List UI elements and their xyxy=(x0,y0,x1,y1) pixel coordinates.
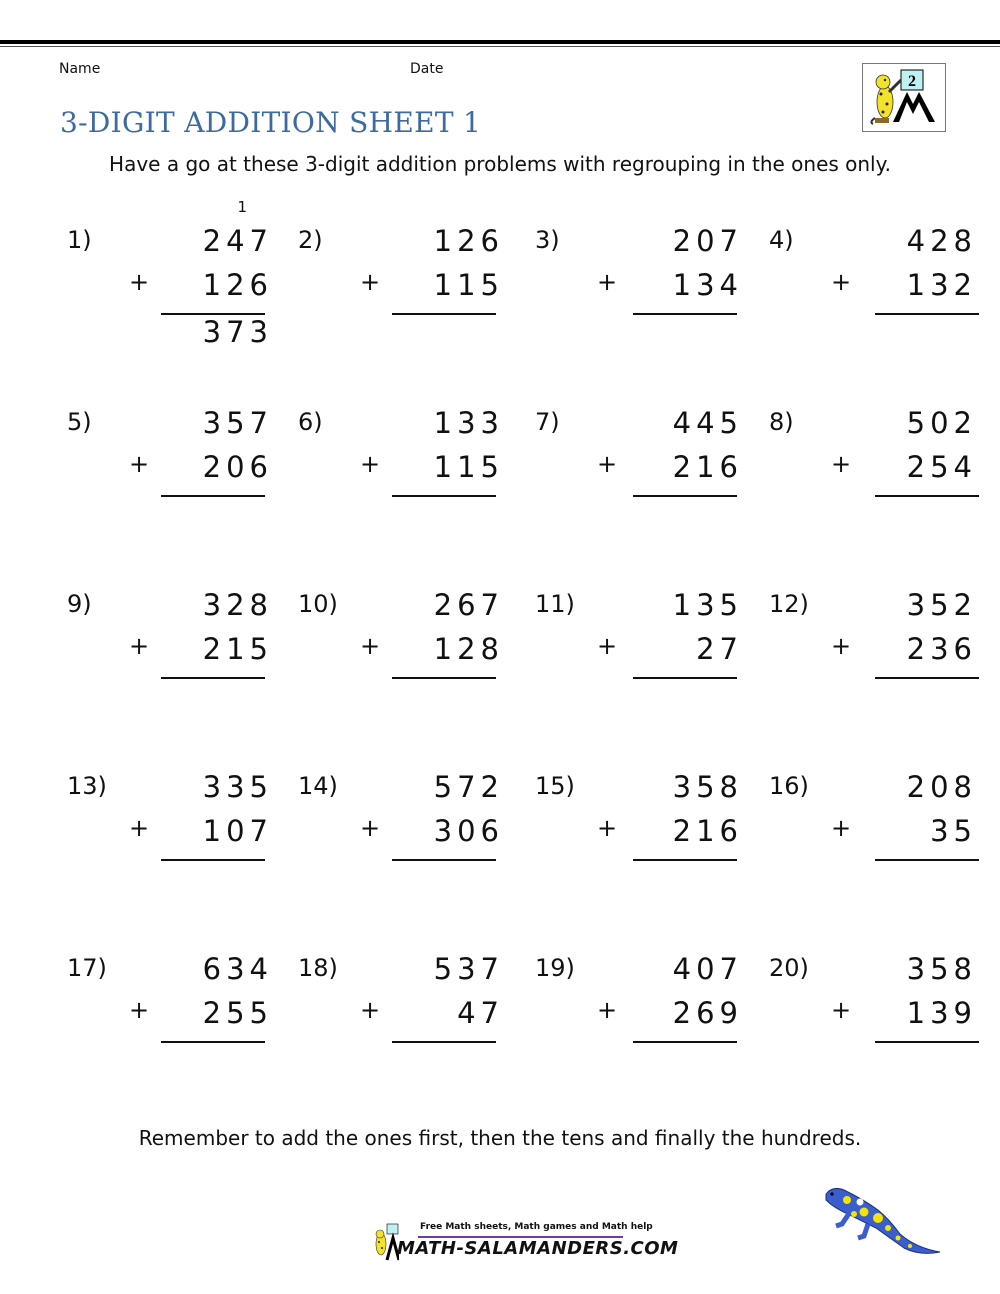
addend-top: 208 xyxy=(906,770,977,804)
addend-bottom: 255 xyxy=(202,996,273,1030)
addend-top: 133 xyxy=(433,406,504,440)
problem-18 xyxy=(298,926,518,1066)
plus-sign: + xyxy=(360,268,381,296)
problem-number: 6) xyxy=(298,408,323,436)
problem-12 xyxy=(769,562,989,702)
problem-number: 15) xyxy=(535,772,575,800)
sum-line xyxy=(633,859,737,861)
problem-10 xyxy=(298,562,518,702)
problem-number: 5) xyxy=(67,408,92,436)
footer-logo[interactable] xyxy=(373,1222,679,1264)
sum-line xyxy=(633,495,737,497)
addend-bottom: 269 xyxy=(672,996,743,1030)
plus-sign: + xyxy=(831,814,852,842)
problem-20 xyxy=(769,926,989,1066)
addend-top: 126 xyxy=(433,224,504,258)
salamander-logo xyxy=(862,63,946,132)
salamander-icon xyxy=(820,1180,950,1270)
problem-19 xyxy=(535,926,755,1066)
addend-bottom: 115 xyxy=(433,450,504,484)
problem-17 xyxy=(67,926,287,1066)
salamander-illustration xyxy=(820,1180,950,1270)
addend-bottom: 134 xyxy=(672,268,743,302)
plus-sign: + xyxy=(831,996,852,1024)
salamander-easel-icon xyxy=(863,64,945,131)
page-title: 3-DIGIT ADDITION SHEET 1 xyxy=(60,106,482,139)
instructions: Have a go at these 3-digit addition problems with regrouping in the ones only. xyxy=(109,152,891,176)
sum-line xyxy=(161,677,265,679)
svg-text:2: 2 xyxy=(908,73,916,90)
problem-6 xyxy=(298,380,518,520)
addend-top: 428 xyxy=(906,224,977,258)
problem-number: 10) xyxy=(298,590,338,618)
problem-number: 16) xyxy=(769,772,809,800)
sum-line xyxy=(161,859,265,861)
sum-line xyxy=(875,313,979,315)
addend-bottom: 35 xyxy=(930,814,977,848)
addend-top: 352 xyxy=(906,588,977,622)
problem-number: 3) xyxy=(535,226,560,254)
addend-top: 358 xyxy=(672,770,743,804)
plus-sign: + xyxy=(597,632,618,660)
addend-top: 445 xyxy=(672,406,743,440)
problem-16 xyxy=(769,744,989,884)
problem-number: 18) xyxy=(298,954,338,982)
addend-top: 335 xyxy=(202,770,273,804)
addend-bottom: 216 xyxy=(672,450,743,484)
reminder-text: Remember to add the ones first, then the tens and finally the hundreds. xyxy=(138,1126,862,1150)
plus-sign: + xyxy=(597,996,618,1024)
problem-number: 11) xyxy=(535,590,575,618)
plus-sign: + xyxy=(360,450,381,478)
plus-sign: + xyxy=(129,268,150,296)
plus-sign: + xyxy=(597,268,618,296)
plus-sign: + xyxy=(360,814,381,842)
problem-number: 2) xyxy=(298,226,323,254)
problem-number: 13) xyxy=(67,772,107,800)
sum-line xyxy=(875,1041,979,1043)
problem-11 xyxy=(535,562,755,702)
addend-top: 207 xyxy=(672,224,743,258)
answer: 373 xyxy=(202,315,273,349)
addend-bottom: 128 xyxy=(433,632,504,666)
problem-4 xyxy=(769,198,989,338)
addend-bottom: 236 xyxy=(906,632,977,666)
addend-top: 247 xyxy=(202,224,273,258)
addend-bottom: 115 xyxy=(433,268,504,302)
addend-top: 537 xyxy=(433,952,504,986)
problem-number: 14) xyxy=(298,772,338,800)
name-label: Name xyxy=(59,61,101,77)
footer-site-link[interactable]: MATH-SALAMANDERS.COM xyxy=(397,1238,679,1259)
addend-bottom: 132 xyxy=(906,268,977,302)
addend-top: 502 xyxy=(906,406,977,440)
addend-bottom: 215 xyxy=(202,632,273,666)
plus-sign: + xyxy=(129,814,150,842)
addend-top: 572 xyxy=(433,770,504,804)
plus-sign: + xyxy=(129,996,150,1024)
sum-line xyxy=(392,1041,496,1043)
sum-line xyxy=(875,495,979,497)
addend-bottom: 107 xyxy=(202,814,273,848)
addend-bottom: 216 xyxy=(672,814,743,848)
problem-number: 17) xyxy=(67,954,107,982)
plus-sign: + xyxy=(597,450,618,478)
plus-sign: + xyxy=(360,996,381,1024)
plus-sign: + xyxy=(597,814,618,842)
sum-line xyxy=(392,495,496,497)
problem-2 xyxy=(298,198,518,338)
addend-bottom: 306 xyxy=(433,814,504,848)
problem-14 xyxy=(298,744,518,884)
problem-15 xyxy=(535,744,755,884)
addend-top: 328 xyxy=(202,588,273,622)
problem-3 xyxy=(535,198,755,338)
header-rule-thin xyxy=(0,46,1000,47)
problem-5 xyxy=(67,380,287,520)
problem-number: 4) xyxy=(769,226,794,254)
sum-line xyxy=(392,677,496,679)
problem-number: 12) xyxy=(769,590,809,618)
addend-top: 135 xyxy=(672,588,743,622)
problem-number: 19) xyxy=(535,954,575,982)
header-rule-thick xyxy=(0,40,1000,44)
problem-number: 1) xyxy=(67,226,92,254)
problem-9 xyxy=(67,562,287,702)
problem-7 xyxy=(535,380,755,520)
addend-bottom: 47 xyxy=(457,996,504,1030)
footer-salamander-icon xyxy=(373,1222,399,1262)
plus-sign: + xyxy=(831,450,852,478)
addend-bottom: 206 xyxy=(202,450,273,484)
sum-line xyxy=(392,313,496,315)
addend-bottom: 27 xyxy=(696,632,743,666)
footer-tagline: Free Math sheets, Math games and Math help xyxy=(420,1222,653,1232)
plus-sign: + xyxy=(129,450,150,478)
plus-sign: + xyxy=(360,632,381,660)
problem-8 xyxy=(769,380,989,520)
plus-sign: + xyxy=(831,268,852,296)
sum-line xyxy=(633,313,737,315)
problem-13 xyxy=(67,744,287,884)
sum-line xyxy=(875,677,979,679)
addend-top: 407 xyxy=(672,952,743,986)
problem-number: 20) xyxy=(769,954,809,982)
problem-number: 9) xyxy=(67,590,92,618)
sum-line xyxy=(161,495,265,497)
addend-top: 634 xyxy=(202,952,273,986)
addend-top: 357 xyxy=(202,406,273,440)
addend-top: 267 xyxy=(433,588,504,622)
addend-bottom: 139 xyxy=(906,996,977,1030)
addend-bottom: 126 xyxy=(202,268,273,302)
sum-line xyxy=(875,859,979,861)
problem-number: 7) xyxy=(535,408,560,436)
date-label: Date xyxy=(410,61,444,77)
addend-top: 358 xyxy=(906,952,977,986)
carry-digit: 1 xyxy=(237,198,247,216)
addend-bottom: 254 xyxy=(906,450,977,484)
sum-line xyxy=(633,1041,737,1043)
sum-line xyxy=(392,859,496,861)
problem-1 xyxy=(67,198,287,349)
sum-line xyxy=(161,1041,265,1043)
problem-number: 8) xyxy=(769,408,794,436)
sum-line xyxy=(633,677,737,679)
plus-sign: + xyxy=(831,632,852,660)
plus-sign: + xyxy=(129,632,150,660)
